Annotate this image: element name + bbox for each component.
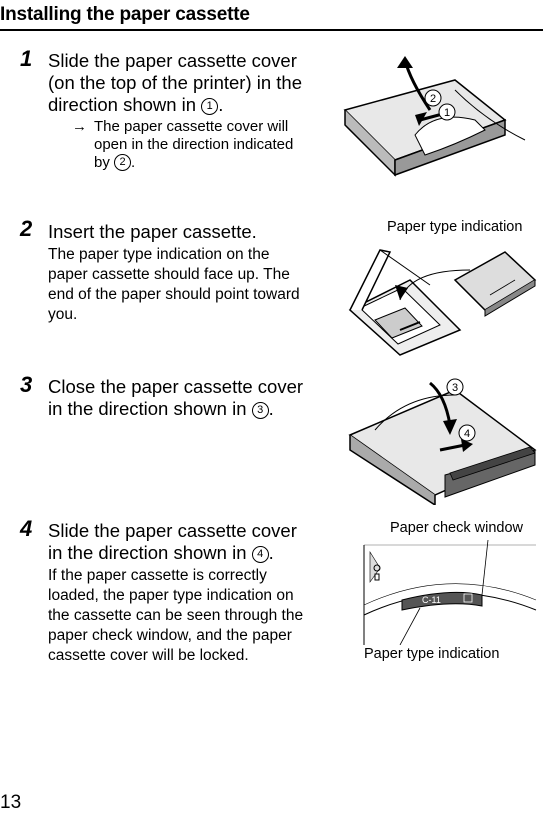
circled-number-2: 2: [114, 154, 131, 171]
arrow-right-icon: →: [72, 118, 87, 135]
step-1-note-line-3: by 2 .: [94, 154, 136, 171]
printer-insert-cassette-illustration: [340, 240, 540, 360]
step-4-line-2: in the direction shown in 4 .: [48, 542, 274, 563]
paper-check-window-illustration: [360, 540, 540, 645]
illus-circ-2: 2: [429, 93, 437, 105]
step-1-line-3: direction shown in 1 .: [48, 94, 224, 115]
step-4-body-line-5: cassette cover will be locked.: [48, 647, 249, 664]
step-3-line-2-text: in the direction shown in: [48, 398, 247, 419]
illus-circ-4: 4: [463, 428, 471, 440]
illus-circ-3: 3: [451, 382, 459, 394]
step-2-body-line-2: paper cassette should face up. The: [48, 266, 290, 283]
header-rule: [0, 29, 543, 31]
step-1-note-line-2: open in the direction indicated: [94, 136, 294, 153]
step-1-line-2: (on the top of the printer) in the: [48, 72, 303, 93]
step-2-body-line-4: you.: [48, 306, 78, 323]
page-number: 13: [0, 792, 22, 813]
step-4-line-2-text: in the direction shown in: [48, 542, 247, 563]
step-1-note-line-3-text: by: [94, 154, 110, 171]
step-4-body-line-4: paper check window, and the paper: [48, 627, 292, 644]
step-2-line-1: Insert the paper cassette.: [48, 221, 257, 242]
caption-paper-type-indication-1: Paper type indication: [387, 219, 523, 235]
step-4-line-1: Slide the paper cassette cover: [48, 520, 297, 541]
step-4-number: 4: [20, 516, 33, 541]
cassette-label-text: C-11: [422, 595, 441, 605]
step-1-note-line-1: The paper cassette cover will: [94, 118, 289, 135]
step-3-line-1: Close the paper cassette cover: [48, 376, 304, 397]
step-1-number: 1: [20, 46, 33, 71]
page-title: Installing the paper cassette: [0, 4, 250, 25]
circled-number-3: 3: [252, 402, 269, 419]
step-2-body-line-1: The paper type indication on the: [48, 246, 270, 263]
step-2-body-line-3: end of the paper should point toward: [48, 286, 300, 303]
illus-circ-1: 1: [443, 107, 451, 119]
step-1-line-1: Slide the paper cassette cover: [48, 50, 297, 71]
step-4-body-line-2: loaded, the paper type indication on: [48, 587, 294, 604]
circled-number-4: 4: [252, 546, 269, 563]
printer-close-cover-illustration: [345, 375, 540, 505]
step-2-number: 2: [20, 216, 33, 241]
step-3-number: 3: [20, 372, 33, 397]
step-1-line-3-text: direction shown in: [48, 94, 197, 115]
step-4-body-line-1: If the paper cassette is correctly: [48, 567, 267, 584]
printer-slide-cover-illustration: [335, 50, 535, 200]
caption-paper-check-window: Paper check window: [390, 520, 523, 536]
step-4-body-line-3: the cassette can be seen through the: [48, 607, 304, 624]
caption-paper-type-indication-2: Paper type indication: [364, 646, 500, 662]
circled-number-1: 1: [201, 98, 218, 115]
step-3-line-2: in the direction shown in 3 .: [48, 398, 274, 419]
